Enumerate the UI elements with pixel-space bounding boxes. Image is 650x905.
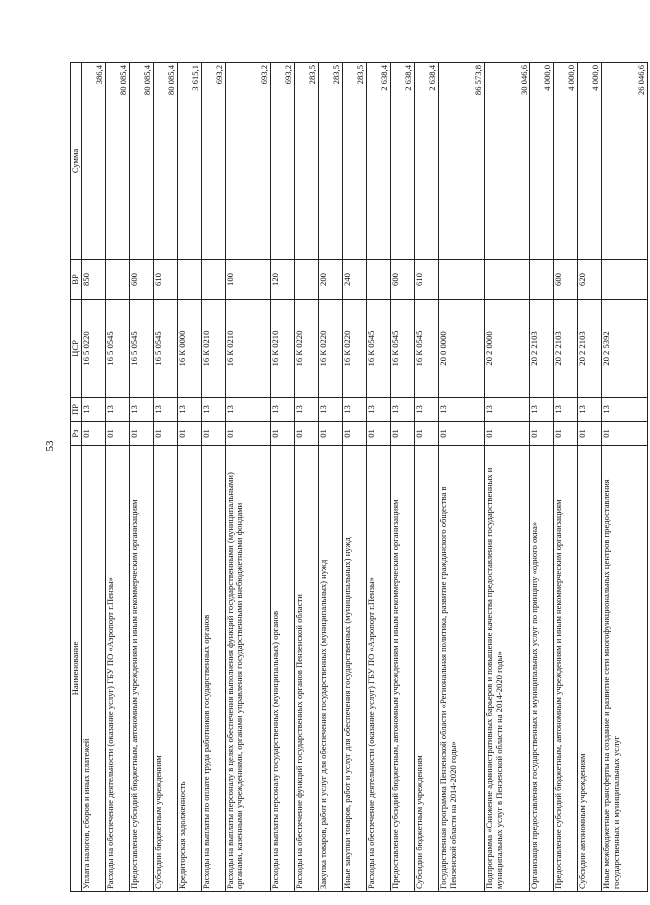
cell-csr: 20 2 2103 xyxy=(530,300,554,398)
cell-csr: 20 2 2103 xyxy=(578,300,602,398)
cell-pr: 13 xyxy=(530,398,554,422)
table-row xyxy=(225,63,271,892)
cell-vr xyxy=(201,260,225,300)
header-sum: Сумма xyxy=(71,63,82,260)
header-csr: ЦСР xyxy=(71,300,82,398)
cell-name: Расходы на обеспечение деятельности (оказание услуг) ГБУ ПО «Аэропорт г.Пензы» xyxy=(367,446,391,892)
table-header-row xyxy=(71,63,82,892)
table-row xyxy=(343,63,367,892)
cell-name: Государственная программа Пензенской области «Региональная политика, развитие гражданского общества в Пензенской области на 2014-2020 годы» xyxy=(438,446,484,892)
cell-sum: 86 573,8 xyxy=(438,63,484,260)
cell-vr xyxy=(177,260,201,300)
cell-csr: 16 5 0220 xyxy=(81,300,105,398)
cell-vr xyxy=(602,260,648,300)
table-row xyxy=(484,63,530,892)
cell-csr: 20 2 2103 xyxy=(554,300,578,398)
cell-rz: 01 xyxy=(438,422,484,446)
cell-sum: 2 638,4 xyxy=(367,63,391,260)
cell-pr: 13 xyxy=(484,398,530,422)
cell-rz: 01 xyxy=(391,422,415,446)
cell-sum: 283,5 xyxy=(343,63,367,260)
cell-vr: 850 xyxy=(81,260,105,300)
cell-name: Субсидии бюджетным учреждениям xyxy=(153,446,177,892)
cell-pr: 13 xyxy=(415,398,439,422)
cell-csr: 20 2 0000 xyxy=(484,300,530,398)
table-row xyxy=(578,63,602,892)
cell-rz: 01 xyxy=(415,422,439,446)
cell-name: Закупка товаров, работ и услуг для обеспечения государственных (муниципальных) нужд xyxy=(319,446,343,892)
cell-vr xyxy=(484,260,530,300)
cell-pr: 13 xyxy=(554,398,578,422)
cell-pr: 13 xyxy=(201,398,225,422)
header-vr: ВР xyxy=(71,260,82,300)
cell-name: Субсидии автономным учреждениям xyxy=(578,446,602,892)
cell-rz: 01 xyxy=(367,422,391,446)
cell-name: Организация предоставления государственных и муниципальных услуг по принципу «одного окна» xyxy=(530,446,554,892)
cell-pr: 13 xyxy=(153,398,177,422)
cell-name: Расходы на выплаты персоналу в целях обеспечения выполнения функций государственными (муниципальными) органами, казенными учреждениями, органами управления государственными внебюджетными фондами xyxy=(225,446,271,892)
cell-rz: 01 xyxy=(271,422,295,446)
table-body xyxy=(81,63,647,892)
cell-pr: 13 xyxy=(105,398,129,422)
cell-vr xyxy=(105,260,129,300)
cell-rz: 01 xyxy=(343,422,367,446)
cell-vr: 240 xyxy=(343,260,367,300)
cell-sum: 4 000,0 xyxy=(530,63,554,260)
cell-csr: 16 К 0210 xyxy=(271,300,295,398)
table-row xyxy=(129,63,153,892)
cell-pr: 13 xyxy=(602,398,648,422)
cell-csr: 16 К 0210 xyxy=(225,300,271,398)
cell-rz: 01 xyxy=(225,422,271,446)
table-row xyxy=(415,63,439,892)
table-row xyxy=(105,63,129,892)
cell-rz: 01 xyxy=(484,422,530,446)
cell-csr: 16 5 0545 xyxy=(129,300,153,398)
cell-sum: 80 085,4 xyxy=(105,63,129,260)
cell-rz: 01 xyxy=(81,422,105,446)
header-rz: Рз xyxy=(71,422,82,446)
cell-rz: 01 xyxy=(295,422,319,446)
cell-sum: 693,2 xyxy=(225,63,271,260)
cell-vr xyxy=(438,260,484,300)
cell-pr: 13 xyxy=(81,398,105,422)
table-row xyxy=(367,63,391,892)
cell-csr: 16 К 0220 xyxy=(295,300,319,398)
cell-csr: 16 К 0220 xyxy=(343,300,367,398)
cell-csr: 16 К 0220 xyxy=(319,300,343,398)
table-row xyxy=(295,63,319,892)
cell-name: Расходы на обеспечение функций государственных органов Пензенской области xyxy=(295,446,319,892)
rotated-page-content xyxy=(70,62,650,892)
cell-vr: 120 xyxy=(271,260,295,300)
cell-sum: 26 046,6 xyxy=(602,63,648,260)
cell-rz: 01 xyxy=(129,422,153,446)
cell-csr: 16 К 0545 xyxy=(415,300,439,398)
cell-pr: 13 xyxy=(225,398,271,422)
table-row xyxy=(153,63,177,892)
cell-vr xyxy=(295,260,319,300)
cell-pr: 13 xyxy=(391,398,415,422)
cell-csr: 16 5 0545 xyxy=(153,300,177,398)
table-row xyxy=(391,63,415,892)
table-row xyxy=(319,63,343,892)
cell-name: Предоставление субсидий бюджетным, автономным учреждениям и иным некоммерческим организациям xyxy=(554,446,578,892)
cell-vr: 610 xyxy=(153,260,177,300)
header-pr: ПР xyxy=(71,398,82,422)
cell-vr: 610 xyxy=(415,260,439,300)
cell-sum: 4 000,0 xyxy=(578,63,602,260)
cell-csr: 16 К 0545 xyxy=(391,300,415,398)
cell-sum: 283,5 xyxy=(319,63,343,260)
cell-name: Расходы на обеспечение деятельности (оказание услуг) ГБУ ПО «Аэропорт г.Пензы» xyxy=(105,446,129,892)
cell-name: Предоставление субсидий бюджетным, автономным учреждениям и иным некоммерческим организациям xyxy=(129,446,153,892)
cell-name: Расходы на выплаты по оплате труда работников государственных органов xyxy=(201,446,225,892)
cell-rz: 01 xyxy=(602,422,648,446)
cell-rz: 01 xyxy=(105,422,129,446)
table-row xyxy=(554,63,578,892)
cell-sum: 283,5 xyxy=(295,63,319,260)
cell-vr: 200 xyxy=(319,260,343,300)
table-row xyxy=(177,63,201,892)
cell-pr: 13 xyxy=(271,398,295,422)
cell-vr: 100 xyxy=(225,260,271,300)
cell-rz: 01 xyxy=(153,422,177,446)
cell-pr: 13 xyxy=(319,398,343,422)
cell-sum: 693,2 xyxy=(201,63,225,260)
cell-pr: 13 xyxy=(295,398,319,422)
cell-sum: 2 638,4 xyxy=(391,63,415,260)
cell-rz: 01 xyxy=(319,422,343,446)
cell-vr xyxy=(530,260,554,300)
cell-name: Уплата налогов, сборов и иных платежей xyxy=(81,446,105,892)
budget-table xyxy=(70,62,648,892)
cell-pr: 13 xyxy=(367,398,391,422)
cell-csr: 20 0 0000 xyxy=(438,300,484,398)
cell-pr: 13 xyxy=(578,398,602,422)
cell-name: Иные закупки товаров, работ и услуг для обеспечения государственных (муниципальных) нужд xyxy=(343,446,367,892)
cell-csr: 16 К 0545 xyxy=(367,300,391,398)
page-number: 53 xyxy=(44,440,56,452)
cell-sum: 30 046,6 xyxy=(484,63,530,260)
cell-pr: 13 xyxy=(343,398,367,422)
cell-sum: 80 085,4 xyxy=(153,63,177,260)
cell-pr: 13 xyxy=(129,398,153,422)
table-row xyxy=(271,63,295,892)
cell-name: Расходы на выплаты персоналу государственных (муниципальных) органов xyxy=(271,446,295,892)
cell-sum: 386,4 xyxy=(81,63,105,260)
cell-pr: 13 xyxy=(177,398,201,422)
cell-rz: 01 xyxy=(177,422,201,446)
cell-vr: 620 xyxy=(578,260,602,300)
cell-csr: 16 5 0545 xyxy=(105,300,129,398)
cell-pr: 13 xyxy=(438,398,484,422)
cell-vr: 600 xyxy=(129,260,153,300)
cell-rz: 01 xyxy=(530,422,554,446)
table-row xyxy=(81,63,105,892)
cell-sum: 4 000,0 xyxy=(554,63,578,260)
cell-name: Субсидии бюджетным учреждениям xyxy=(415,446,439,892)
cell-rz: 01 xyxy=(201,422,225,446)
cell-name: Предоставление субсидий бюджетным, автономным учреждениям и иным некоммерческим организациям xyxy=(391,446,415,892)
cell-name: Подпрограмма «Снижение административных барьеров и повышение качества предоставления государственных и муниципальных услуг в Пензенской области на 2014-2020 годы» xyxy=(484,446,530,892)
cell-vr: 600 xyxy=(554,260,578,300)
cell-vr xyxy=(367,260,391,300)
table-row xyxy=(438,63,484,892)
cell-sum: 2 638,4 xyxy=(415,63,439,260)
cell-vr: 600 xyxy=(391,260,415,300)
cell-csr: 16 К 0000 xyxy=(177,300,201,398)
cell-csr: 16 К 0210 xyxy=(201,300,225,398)
table-row xyxy=(530,63,554,892)
table-row xyxy=(602,63,648,892)
cell-name: Кредиторская задолженность xyxy=(177,446,201,892)
cell-name: Иные межбюджетные трансферты на создание и развитие сети многофункциональных центров предоставления государственных и муниципальных услуг xyxy=(602,446,648,892)
header-name: Наименование xyxy=(71,446,82,892)
cell-rz: 01 xyxy=(554,422,578,446)
cell-sum: 3 615,1 xyxy=(177,63,201,260)
cell-rz: 01 xyxy=(578,422,602,446)
cell-csr: 20 2 5392 xyxy=(602,300,648,398)
cell-sum: 693,2 xyxy=(271,63,295,260)
cell-sum: 80 085,4 xyxy=(129,63,153,260)
table-row xyxy=(201,63,225,892)
